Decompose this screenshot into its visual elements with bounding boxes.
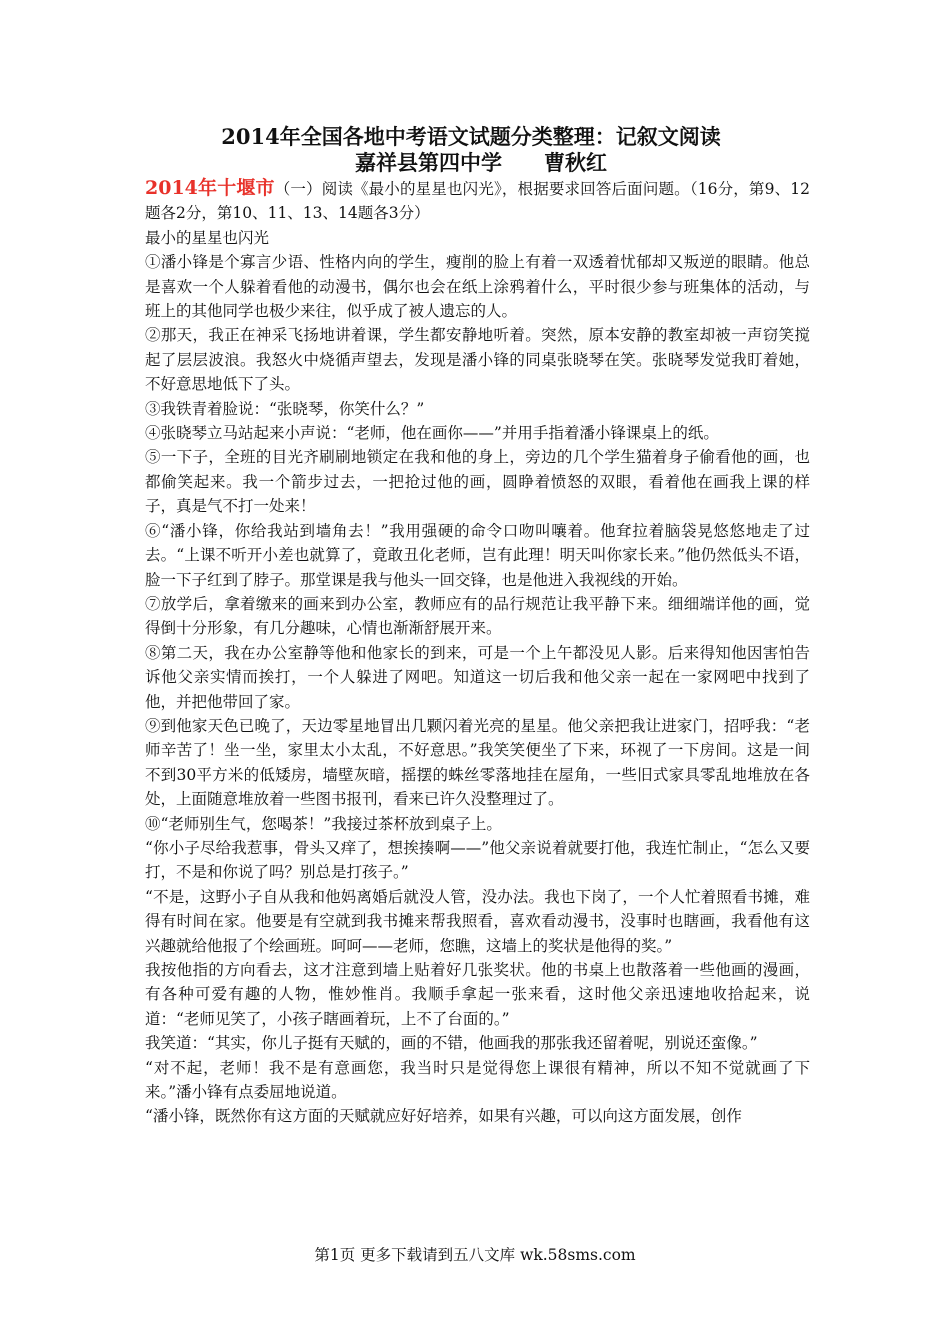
document-title: 2014年全国各地中考语文试题分类整理：记叙文阅读	[221, 124, 721, 149]
paragraph: ⑦放学后，拿着缴来的画来到办公室，教师应有的品行规范让我平静下来。细细端详他的画，觉得倒十分形象，有几分趣味，心情也渐渐舒展开来。	[145, 594, 810, 638]
page-footer: 第1页 更多下载请到五八文库 wk.58sms.com	[314, 1246, 636, 1264]
paragraph: ①潘小锋是个寡言少语、性格内向的学生，瘦削的脸上有着一双透着忧郁却又叛逆的眼睛。他总是喜欢一个人躲着看他的动漫书，偶尔也会在纸上涂鸦着什么，平时很少参与班集体的活动，与班上的其他同学也极少来往，似乎成了被人遗忘的人。	[145, 253, 810, 321]
city-label: 2014年十堰市	[145, 177, 275, 199]
section-heading	[145, 176, 810, 226]
paragraph: ⑥“潘小锋，你给我站到墙角去！”我用强硬的命令口吻叫嚷着。他耷拉着脑袋晃悠悠地走了过去。“上课不听开小差也就算了，竟敢丑化老师，岂有此理！明天叫你家长来。”他仍然低头不语，脸一下子红到了脖子。那堂课是我与他头一回交锋，也是他进入我视线的开始。	[145, 521, 810, 589]
paragraph: ④张晓琴立马站起来小声说：“老师，他在画你——”并用手指着潘小锋课桌上的纸。	[145, 424, 719, 443]
paragraph: ⑨到他家天色已晚了，天边零星地冒出几颗闪着光亮的星星。他父亲把我让进家门，招呼我：“老师辛苦了！坐一坐，家里太小太乱，不好意思。”我笑笑便坐了下来，环视了一下房间。这是一间不到30平方米的低矮房，墙壁灰暗，摇摆的蛛丝零落地挂在屋角，一些旧式家具零乱地堆放在各处，上面随意堆放着一些图书报刊，看来已许久没整理过了。	[145, 716, 810, 809]
paragraph: ③我铁青着脸说：“张晓琴，你笑什么？”	[145, 399, 425, 418]
paragraph: ②那天，我正在神采飞扬地讲着课，学生都安静地听着。突然，原本安静的教室却被一声窃笑搅起了层层波浪。我怒火中烧循声望去，发现是潘小锋的同桌张晓琴在笑。张晓琴发觉我盯着她，不好意思地低下了头。	[145, 326, 810, 394]
document-author: 嘉祥县第四中学 曹秋红	[355, 150, 607, 175]
story-title: 最小的星星也闪光	[145, 228, 270, 247]
paragraph: ⑧第二天，我在办公室静等他和他家长的到来，可是一个上午都没见人影。后来得知他因害怕告诉他父亲实情而挨打，一个人躲进了网吧。知道这一切后我和他父亲一起在一家网吧中找到了他，并把他带回了家。	[145, 643, 810, 711]
section-intro: （一）阅读《最小的星星也闪光》，根据要求回答后面问题。（16分，第9、12题各2分，第10、11、13、14题各3分）	[145, 180, 811, 223]
paragraph: 我按他指的方向看去，这才注意到墙上贴着好几张奖状。他的书桌上也散落着一些他画的漫画，有各种可爱有趣的人物，惟妙惟肖。我顺手拿起一张来看，这时他父亲迅速地收拾起来，说道：“老师见笑了，小孩子瞎画着玩，上不了台面的。”	[145, 961, 810, 1028]
paragraph: “不是，这野小子自从我和他妈离婚后就没人管，没办法。我也下岗了，一个人忙着照看书摊，难得有时间在家。他要是有空就到我书摊来帮我照看，喜欢看动漫书，没事时也瞎画，我看他有这兴趣就给他报了个绘画班。呵呵——老师，您瞧，这墙上的奖状是他得的奖。”	[145, 887, 810, 955]
paragraph: 我笑道：“其实，你儿子挺有天赋的，画的不错，他画我的那张我还留着呢，别说还蛮像。”	[145, 1034, 758, 1053]
paragraph: “你小子尽给我惹事，骨头又痒了，想挨揍啊——”他父亲说着就要打他，我连忙制止，“怎么又要打，不是和你说了吗？别总是打孩子。”	[145, 838, 810, 882]
document-body	[145, 176, 810, 1129]
paragraph: ⑤一下子，全班的目光齐刷刷地锁定在我和他的身上，旁边的几个学生猫着身子偷看他的画，也都偷笑起来。我一个箭步过去，一把抢过他的画，圆睁着愤怒的双眼，看着他在画我上课的样子，真是气不打一处来！	[145, 448, 810, 516]
paragraph: “对不起，老师！我不是有意画您，我当时只是觉得您上课很有精神，所以不知不觉就画了下来。”潘小锋有点委屈地说道。	[145, 1058, 810, 1102]
paragraph: ⑩“老师别生气，您喝茶！”我接过茶杯放到桌子上。	[145, 814, 502, 833]
paragraph: “潘小锋，既然你有这方面的天赋就应好好培养，如果有兴趣，可以向这方面发展，创作	[145, 1107, 742, 1126]
